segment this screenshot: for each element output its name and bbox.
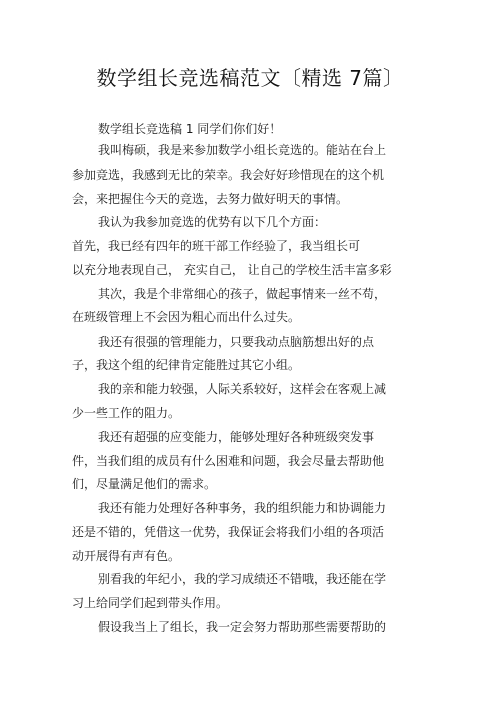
- text-line: 数学组长竞选稿 1 同学们你们好！: [98, 122, 282, 136]
- text-line: 别看我的年纪小，我的学习成绩还不错哦，我还能在学: [98, 572, 387, 586]
- text-line: 以充分地表现自己， 充实自己， 让自己的学校生活丰富多彩: [72, 263, 392, 277]
- text-line: 动开展得有声有色。: [72, 549, 181, 563]
- text-line: 我认为我参加竞选的优势有以下几个方面：: [98, 215, 327, 229]
- text-line: 在班级管理上不会因为粗心而出什么过失。: [72, 310, 301, 324]
- text-line: 习上给同学们起到带头作用。: [72, 596, 229, 610]
- text-line: 还是不错的，凭借这一优势，我保证会将我们小组的各项活: [72, 525, 385, 539]
- text-line: 子，我这个组的纪律肯定能胜过其它小组。: [72, 358, 301, 372]
- text-line: 们，尽量满足他们的需求。: [72, 477, 217, 491]
- text-line: 少一些工作的阻力。: [72, 406, 181, 420]
- text-line: 我还有超强的应变能力，能够处理好各种班级突发事: [98, 430, 375, 444]
- text-line: 首先，我已经有四年的班干部工作经验了，我当组长可: [72, 239, 361, 253]
- text-line: 我的亲和能力较强，人际关系较好，这样会在客观上减: [98, 382, 387, 396]
- text-line: 参加竞选，我感到无比的荣幸。我会好好珍惜现在的这个机: [72, 168, 385, 182]
- text-line: 我叫梅硕，我是来参加数学小组长竞选的。能站在台上: [98, 143, 387, 157]
- document-title: 数学组长竞选稿范文〔精选 7篇〕: [96, 66, 404, 90]
- text-line: 件，当我们组的成员有什么困难和问题，我会尽量去帮助他: [72, 454, 385, 468]
- text-line: 我还有能力处理好各种事务，我的组织能力和协调能力: [98, 501, 387, 515]
- text-line: 我还有很强的管理能力，只要我动点脑筋想出好的点: [98, 335, 375, 349]
- text-line: 其次，我是个非常细心的孩子，做起事情来一丝不苟，: [98, 287, 387, 301]
- text-line: 会，来把握住今天的竞选，去努力做好明天的事情。: [72, 192, 349, 206]
- text-line: 假设我当上了组长，我一定会努力帮助那些需要帮助的: [98, 620, 387, 634]
